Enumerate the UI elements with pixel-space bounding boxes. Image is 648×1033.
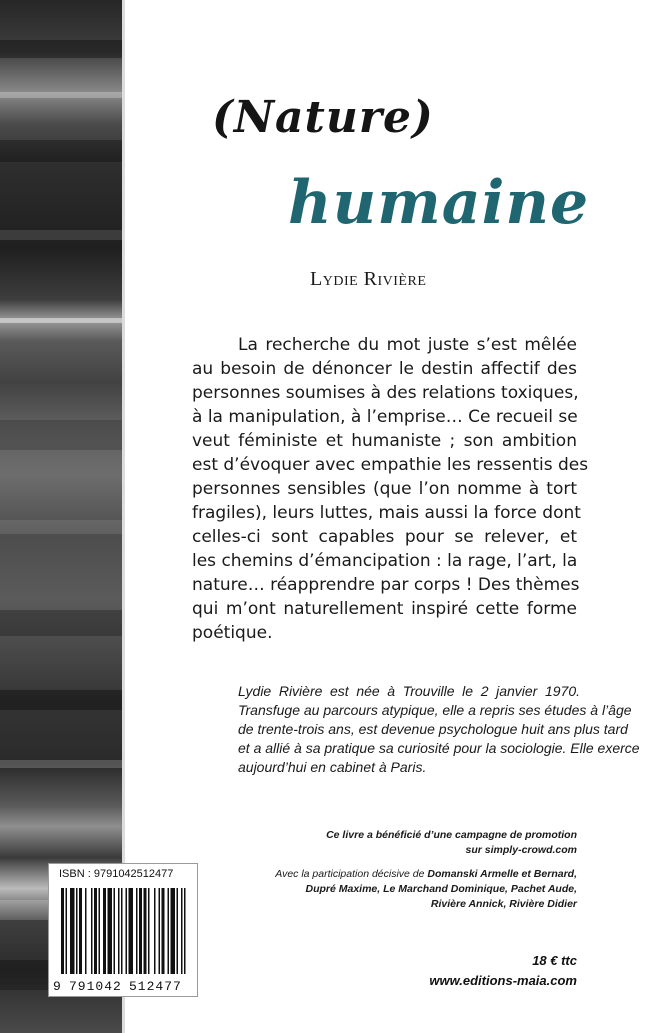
participation-intro: Avec la participation décisive de — [275, 868, 425, 880]
barcode-digits-left: 791042 — [69, 979, 122, 994]
bio-line: Lydie Rivière est née à Trouville le 2 janvier 1970. — [238, 683, 580, 699]
barcode-bar — [184, 888, 186, 974]
participation-line-1 — [247, 867, 577, 882]
barcode-bar — [70, 888, 75, 974]
title-line-2: humaine — [288, 168, 590, 238]
barcode-bar — [144, 888, 147, 974]
barcode-bar — [91, 888, 93, 974]
participation-names-3: Rivière Annick, Rivière Didier — [430, 898, 577, 910]
barcode-bar — [159, 888, 161, 974]
promo-note — [257, 828, 577, 858]
summary-line: fragiles), leurs luttes, mais aussi la force dont — [192, 503, 581, 523]
promo-line-1: Ce livre a bénéficié d’une campagne de promotion — [326, 829, 577, 841]
summary-text — [192, 333, 589, 645]
barcode-bar — [136, 888, 138, 974]
bio-line: aujourd’hui en cabinet à Paris. — [238, 759, 427, 775]
promo-line-2: sur simply-crowd.com — [465, 844, 577, 856]
bio-line: Transfuge au parcours atypique, elle a repris ses études à l’âge — [238, 702, 632, 718]
barcode-digits-right: 512477 — [129, 979, 182, 994]
participation-line-2 — [247, 882, 577, 897]
barcode-bar — [94, 888, 97, 974]
participation-names-1: Domanski Armelle et Bernard, — [427, 868, 577, 880]
barcode-bar — [118, 888, 120, 974]
author-bio — [238, 682, 640, 777]
participation-names-2: Dupré Maxime, Le Marchand Dominique, Pachet Aude, — [305, 883, 577, 895]
participation-line-3 — [247, 897, 577, 912]
barcode-bar — [171, 888, 176, 974]
publisher-website: www.editions-maia.com — [429, 973, 577, 988]
barcode-bar — [121, 888, 123, 974]
barcode-bar — [154, 888, 156, 974]
barcode-bar — [108, 888, 113, 974]
barcode-bar — [99, 888, 101, 974]
summary-line: au besoin de dénoncer le destin affectif des — [192, 359, 577, 379]
barcode-bar — [79, 888, 82, 974]
barcode-bar — [103, 888, 106, 974]
summary-line: personnes sensibles (que l’on nomme à tort — [192, 479, 577, 499]
barcode-bar — [114, 888, 116, 974]
summary-line: est d’évoquer avec empathie les ressentis des — [192, 455, 589, 475]
barcode-bar — [61, 888, 64, 974]
bio-line: et a allié à sa pratique sa curiosité pour la sociologie. Elle exerce — [238, 740, 640, 756]
summary-line: les chemins d’émancipation : la rage, l’art, la — [192, 551, 578, 571]
bio-line: de trente-trois ans, est devenue psychologue huit ans plus tard — [238, 721, 628, 737]
barcode-bar — [85, 888, 87, 974]
summary-line: à la manipulation, à l’emprise… Ce recueil se — [192, 407, 578, 427]
price-label: 18 € ttc — [532, 953, 577, 968]
summary-line: poétique. — [192, 623, 273, 643]
summary-line: veut féministe et humaniste ; son ambition — [192, 431, 577, 451]
barcode-block — [48, 863, 198, 997]
isbn-label: ISBN : 9791042512477 — [59, 868, 174, 880]
barcode-digit-first: 9 — [53, 979, 61, 994]
barcode-bar — [76, 888, 78, 974]
barcode-bar — [129, 888, 134, 974]
participation-note — [247, 867, 577, 912]
barcode-bar — [148, 888, 150, 974]
barcode-icon — [49, 886, 197, 996]
summary-line: La recherche du mot juste s’est mêlée — [238, 335, 577, 355]
barcode-bar — [168, 888, 170, 974]
author-name: Lydie Rivière — [310, 268, 427, 290]
barcode-bar — [181, 888, 183, 974]
barcode-bar — [126, 888, 128, 974]
barcode-bar — [139, 888, 142, 974]
barcode-bar — [177, 888, 179, 974]
summary-line: celles-ci sont capables pour se relever, et — [192, 527, 577, 547]
barcode-bar — [162, 888, 165, 974]
summary-line: qui m’ont naturellement inspiré cette forme — [192, 599, 577, 619]
summary-line: personnes soumises à des relations toxiques, — [192, 383, 579, 403]
title-line-1: (Nature) — [212, 92, 434, 143]
barcode-bar — [66, 888, 68, 974]
summary-line: nature… réapprendre par corps ! Des thèmes — [192, 575, 580, 595]
